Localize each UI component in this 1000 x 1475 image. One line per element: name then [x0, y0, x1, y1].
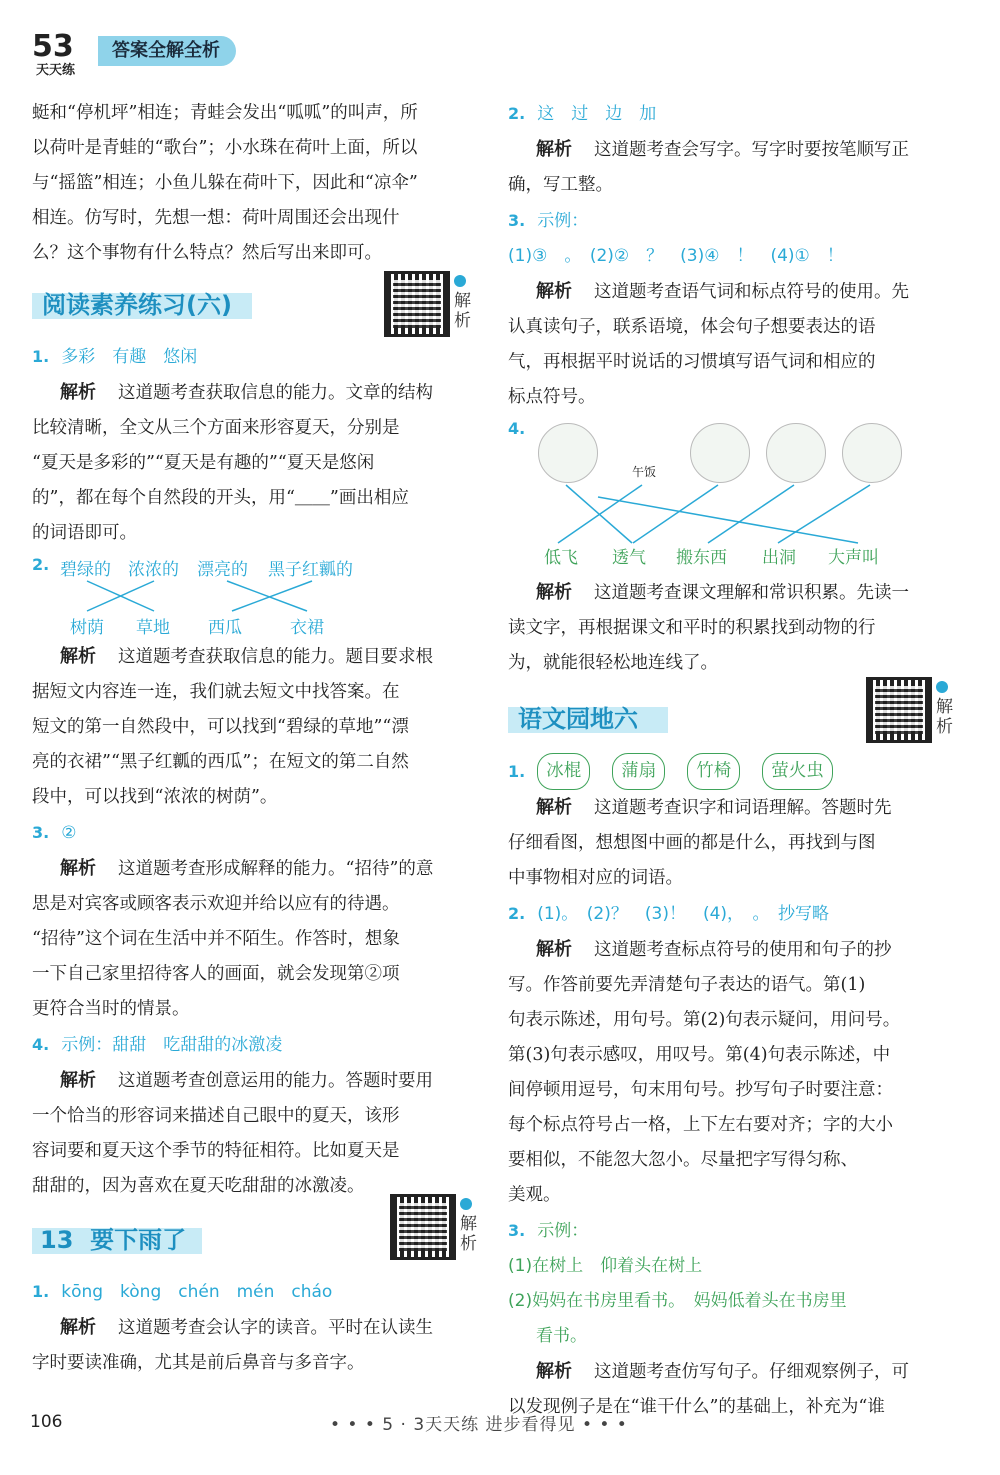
match-lines — [32, 579, 392, 613]
question-2-write — [508, 96, 960, 203]
page-number: 106 — [30, 1412, 63, 1432]
match-bottom-word: 西瓜 — [208, 618, 242, 638]
question-3 — [32, 815, 478, 1027]
picture-caption: 午饭 — [632, 465, 657, 479]
analysis-label: 解析 — [536, 1361, 572, 1382]
question-4-analysis — [508, 575, 960, 681]
lesson-heading — [32, 1214, 478, 1266]
fish-picture-icon — [690, 423, 750, 483]
answer: ② — [61, 823, 77, 843]
question-2-matching — [32, 551, 478, 639]
qr-label: 解析 — [936, 697, 953, 737]
analysis-text: 一个恰当的形容词来描述自己眼中的夏天，该形 — [32, 1106, 400, 1126]
analysis-text: 这道题考查形成解释的能力。“招待”的意 — [118, 859, 434, 879]
question-number: 4. — [508, 419, 526, 438]
analysis-text: 这道题考查获取信息的能力。题目要求根 — [118, 647, 433, 667]
left-column — [32, 96, 478, 1381]
lesson-number: 13 — [40, 1226, 74, 1254]
answer: 多彩 有趣 悠闲 — [61, 347, 198, 367]
answer-sentence: (1)在树上 仰着头在树上 — [508, 1256, 703, 1276]
analysis-text: 写。作答前要先弄清楚句子表达的语气。第(1) — [508, 975, 866, 995]
analysis-label: 解析 — [60, 858, 96, 879]
analysis-text: 思是对宾客或顾客表示欢迎并给以应有的待遇。 — [32, 894, 400, 914]
garden-question-3 — [508, 1213, 960, 1425]
lesson-question-1 — [32, 1274, 478, 1381]
analysis-text: 认真读句子，联系语境，体会句子想要表达的语 — [508, 317, 876, 337]
analysis-label: 解析 — [60, 382, 96, 403]
animal-action: 搬东西 — [676, 548, 727, 568]
play-icon — [460, 1198, 472, 1210]
answer: (1)。 (2)？ (3)！ (4)， 。 抄写略 — [537, 904, 830, 924]
question-number: 1. — [508, 762, 526, 781]
match-bottom-word: 衣裙 — [290, 618, 324, 638]
analysis-text: 每个标点符号占一格，上下左右要对齐；字的大小 — [508, 1115, 893, 1135]
circled-word: 蒲扇 — [612, 753, 665, 790]
qr-code-icon[interactable] — [384, 271, 450, 337]
answer: 示例： — [537, 211, 589, 231]
match-top-word: 漂亮的 — [197, 560, 248, 580]
answer: kōng kòng chén mén cháo — [61, 1282, 333, 1302]
circled-word: 竹椅 — [687, 753, 740, 790]
text-line: 相连。仿写时，先想一想：荷叶周围还会出现什 — [32, 208, 400, 228]
animal-action: 出洞 — [762, 548, 796, 568]
analysis-label: 解析 — [60, 646, 96, 667]
analysis-text: 亮的衣裙”“黑子红瓤的西瓜”；在短文的第二自然 — [32, 752, 409, 772]
analysis-label: 解析 — [536, 139, 572, 160]
question-2-analysis — [32, 639, 478, 815]
analysis-text: 这道题考查获取信息的能力。文章的结构 — [118, 383, 433, 403]
match-top-word: 碧绿的 — [60, 560, 111, 580]
text-line: 么？这个事物有什么特点？然后写出来即可。 — [32, 243, 382, 263]
analysis-text: 这道题考查语气词和标点符号的使用。先 — [594, 282, 909, 302]
question-number: 4. — [32, 1035, 50, 1054]
qr-code-icon[interactable] — [390, 1194, 456, 1260]
analysis-text: 间停顿用逗号，句末用句号。抄写句子时要注意： — [508, 1080, 893, 1100]
analysis-label: 解析 — [536, 582, 572, 603]
swallow-picture-icon — [614, 423, 672, 481]
answer-sentence: 看书。 — [536, 1326, 587, 1346]
analysis-text: “招待”这个词在生活中并不陌生。作答时，想象 — [32, 929, 400, 949]
analysis-text: 读文字，再根据课文和平时的积累找到动物的行 — [508, 618, 876, 638]
question-number: 2. — [508, 904, 526, 923]
snail-picture-icon — [842, 423, 902, 483]
question-number: 3. — [32, 823, 50, 842]
intro-paragraph — [32, 96, 478, 271]
answer: 示例： — [537, 1221, 589, 1241]
analysis-text: 容词要和夏天这个季节的特征相符。比如夏天是 — [32, 1141, 400, 1161]
analysis-text: 中事物相对应的词语。 — [508, 868, 683, 888]
analysis-text: 这道题考查仿写句子。仔细观察例子，可 — [594, 1362, 909, 1382]
analysis-label: 解析 — [536, 797, 572, 818]
footer-slogan: • • • 5 · 3天天练 进步看得见 • • • — [330, 1415, 628, 1435]
question-1 — [32, 339, 478, 551]
analysis-text: “夏天是多彩的”“夏天是有趣的”“夏天是悠闲 — [32, 453, 375, 473]
question-3-punct — [508, 203, 960, 415]
brand-logo — [30, 22, 98, 78]
analysis-text: 这道题考查标点符号的使用和句子的抄 — [594, 940, 892, 960]
analysis-text: 字时要读准确，尤其是前后鼻音与多音字。 — [32, 1353, 365, 1373]
section-title: 阅读素养练习(六) — [42, 291, 232, 319]
analysis-text: 这道题考查课文理解和常识积累。先读一 — [594, 583, 909, 603]
analysis-label: 解析 — [536, 281, 572, 302]
frog-picture-icon — [538, 423, 598, 483]
question-number: 3. — [508, 211, 526, 230]
analysis-text: 要相似，不能忽大忽小。尽量把字写得匀称、 — [508, 1150, 858, 1170]
analysis-text: 标点符号。 — [508, 387, 596, 407]
question-number: 2. — [508, 104, 526, 123]
analysis-text: 这道题考查创意运用的能力。答题时要用 — [118, 1071, 433, 1091]
question-number: 1. — [32, 1282, 50, 1301]
animal-action: 低飞 — [544, 548, 578, 568]
analysis-text: 这道题考查会认字的读音。平时在认读生 — [118, 1318, 433, 1338]
analysis-text: 为，就能很轻松地连线了。 — [508, 653, 718, 673]
svg-text:天天练: 天天练 — [36, 63, 76, 78]
answer: 这 过 边 加 — [537, 104, 657, 124]
analysis-text: 气，再根据平时说话的习惯填写语气词和相应的 — [508, 352, 876, 372]
match-top-word: 黑子红瓤的 — [268, 560, 353, 580]
animal-action: 透气 — [612, 548, 646, 568]
analysis-text: 句表示陈述，用句号。第(2)句表示疑问，用问号。 — [508, 1010, 901, 1030]
animal-action: 大声叫 — [828, 548, 879, 568]
match-lines — [508, 483, 928, 545]
section-heading — [32, 283, 478, 331]
analysis-text: 比较清晰，全文从三个方面来形容夏天，分别是 — [32, 418, 400, 438]
analysis-text: 段中，可以找到“浓浓的树荫”。 — [32, 787, 278, 807]
text-line: 与“摇篮”相连；小鱼儿躲在荷叶下，因此和“凉伞” — [32, 173, 418, 193]
header-tag: 答案全解全析 — [98, 36, 236, 66]
right-column — [508, 96, 960, 1425]
analysis-label: 解析 — [60, 1317, 96, 1338]
play-icon — [454, 275, 466, 287]
answer-detail: (1)③ 。 (2)② ？ (3)④ ！ (4)① ！ — [508, 246, 844, 266]
garden-question-2 — [508, 896, 960, 1213]
qr-code-icon[interactable] — [866, 677, 932, 743]
analysis-label: 解析 — [60, 1070, 96, 1091]
analysis-text: 仔细看图，想想图中画的都是什么，再找到与图 — [508, 833, 876, 853]
circled-word: 萤火虫 — [762, 753, 833, 790]
lesson-title: 要下雨了 — [90, 1226, 187, 1254]
analysis-text: 这道题考查识字和词语理解。答题时先 — [594, 798, 892, 818]
text-line: 蜓和“停机坪”相连；青蛙会发出“呱呱”的叫声，所 — [32, 103, 418, 123]
circled-word: 冰棍 — [537, 753, 590, 790]
question-4-animals — [508, 415, 960, 575]
text-line: 以荷叶是青蛙的“歌台”；小水珠在荷叶上面，所以 — [32, 138, 418, 158]
analysis-text: 确，写工整。 — [508, 175, 613, 195]
question-number: 2. — [32, 555, 50, 574]
analysis-label: 解析 — [536, 939, 572, 960]
ant-picture-icon — [766, 423, 826, 483]
section-title: 语文园地六 — [518, 705, 638, 733]
analysis-text: 据短文内容连一连，我们就去短文中找答案。在 — [32, 682, 400, 702]
analysis-text: 的”，都在每个自然段的开头，用“＿＿”画出相应 — [32, 488, 409, 508]
analysis-text: 短文的第一自然段中，可以找到“碧绿的草地”“漂 — [32, 717, 409, 737]
section-heading — [508, 697, 960, 745]
question-number: 1. — [32, 347, 50, 366]
question-4 — [32, 1027, 478, 1204]
svg-text:53: 53 — [32, 29, 74, 64]
analysis-text: 美观。 — [508, 1185, 561, 1205]
analysis-text: 一下自己家里招待客人的画面，就会发现第②项 — [32, 964, 400, 984]
analysis-text: 甜甜的，因为喜欢在夏天吃甜甜的冰激凌。 — [32, 1176, 365, 1196]
analysis-text: 更符合当时的情景。 — [32, 999, 190, 1019]
play-icon — [936, 681, 948, 693]
qr-label: 解析 — [460, 1214, 477, 1254]
qr-label: 解析 — [454, 291, 471, 331]
analysis-text: 以发现例子是在“谁干什么”的基础上，补充为“谁 — [508, 1397, 885, 1417]
question-number: 3. — [508, 1221, 526, 1240]
answer-sentence: (2)妈妈在书房里看书。 妈妈低着头在书房里 — [508, 1291, 847, 1311]
answer: 示例：甜甜 吃甜甜的冰激凌 — [61, 1035, 283, 1055]
match-top-word: 浓浓的 — [128, 560, 179, 580]
analysis-text: 的词语即可。 — [32, 523, 137, 543]
garden-question-1 — [508, 753, 960, 896]
analysis-text: 这道题考查会写字。写字时要按笔顺写正 — [594, 140, 909, 160]
match-bottom-word: 草地 — [136, 618, 170, 638]
analysis-text: 第(3)句表示感叹，用叹号。第(4)句表示陈述，中 — [508, 1045, 891, 1065]
match-bottom-word: 树荫 — [70, 618, 104, 638]
